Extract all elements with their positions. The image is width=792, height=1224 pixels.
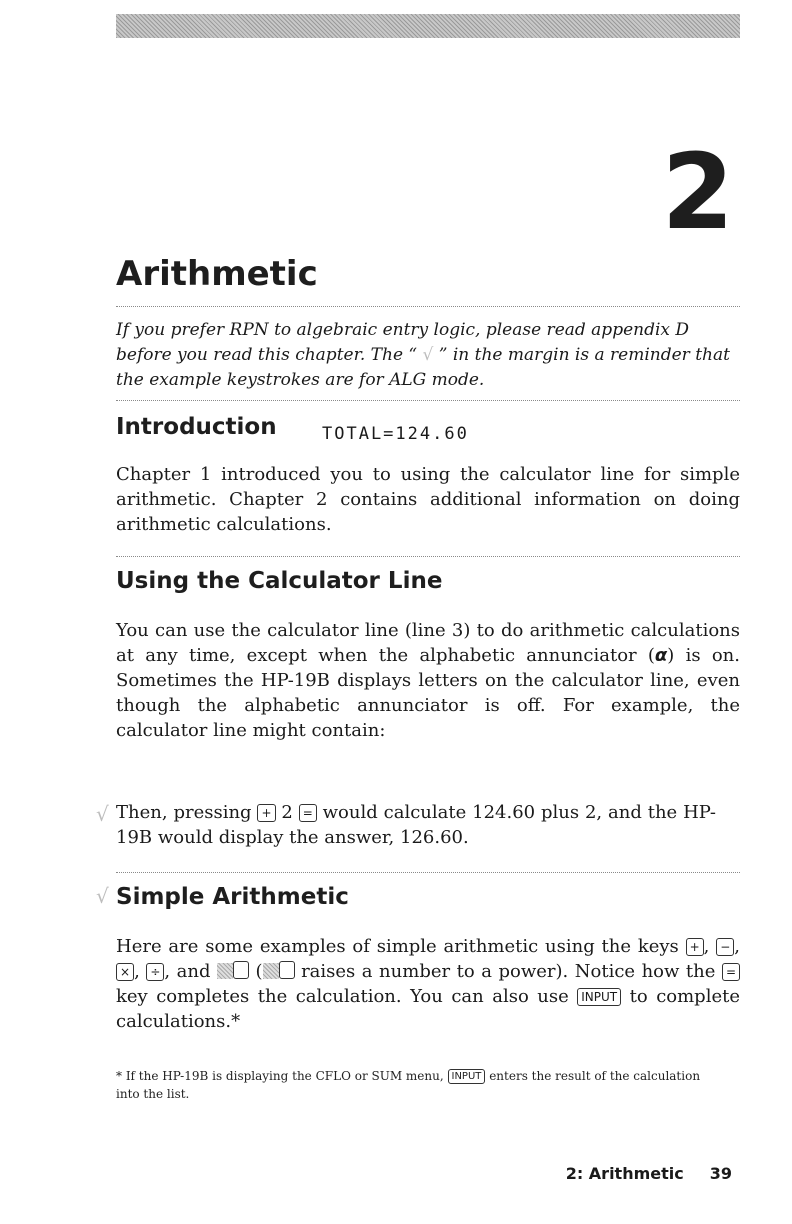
section-rule-calc <box>116 556 740 557</box>
shift-key-icon <box>217 963 233 979</box>
simple-arithmetic-paragraph: Here are some examples of simple arithmetic using the keys + , − , × , ÷ , and ( raises a number to a power). Notice how the = key completes the calculation. You can also use INPUT to complete calculations.* <box>116 936 740 1032</box>
power-key-icon <box>233 961 249 979</box>
check-icon: √ <box>422 345 434 365</box>
calc-line-paragraph: You can use the calculator line (line 3) to do arithmetic calculations at any time, except when the alphabetic annunciator (α) is on. Sometimes the HP-19B displays letters on the calculator line, even though the alphabetic annunciator is off. For example, the calculator line might contain: <box>116 620 740 741</box>
equals-key: = <box>722 963 740 981</box>
input-key: INPUT <box>577 988 621 1006</box>
page-footer <box>566 1164 732 1183</box>
times-key: × <box>116 963 134 981</box>
page-number: 39 <box>709 1164 732 1183</box>
chapter-lead: If you prefer RPN to algebraic entry logic, please read appendix D before you read this chapter. The “ √ ” in the margin is a reminder that the example keystrokes are for ALG mode. <box>116 320 730 390</box>
input-key: INPUT <box>448 1069 486 1084</box>
margin-check-icon: √ <box>96 802 109 826</box>
calculator-line-display: TOTAL=124.60 <box>322 424 469 444</box>
header-band <box>116 14 740 38</box>
divide-key: ÷ <box>146 963 164 981</box>
section-rule-simple <box>116 872 740 873</box>
plus-key: + <box>257 804 275 822</box>
section-heading-simple-arithmetic: Simple Arithmetic <box>116 884 349 910</box>
alpha-annunciator-icon: α <box>654 645 668 666</box>
title-rule <box>116 306 740 307</box>
section-heading-calculator-line: Using the Calculator Line <box>116 568 443 594</box>
calc-example-paragraph: Then, pressing + 2 = would calculate 124.60 plus 2, and the HP-19B would display the answer, 126.60. <box>116 802 716 848</box>
section-heading-introduction: Introduction <box>116 414 277 440</box>
plus-key: + <box>686 938 704 956</box>
footer-section: 2: Arithmetic <box>565 1164 684 1183</box>
minus-key: − <box>716 938 734 956</box>
footnote: * If the HP-19B is displaying the CFLO or SUM menu, INPUT enters the result of the calculation into the list. <box>116 1069 701 1101</box>
shift-key-icon <box>263 963 279 979</box>
section-rule-intro <box>116 400 740 401</box>
intro-paragraph: Chapter 1 introduced you to using the calculator line for simple arithmetic. Chapter 2 contains additional information on doing arithmetic calculations. <box>116 464 740 535</box>
equals-key: = <box>299 804 317 822</box>
power-key-icon <box>279 961 295 979</box>
margin-check-icon: √ <box>96 884 109 908</box>
chapter-title: Arithmetic <box>116 254 318 294</box>
chapter-number: 2 <box>661 131 734 253</box>
